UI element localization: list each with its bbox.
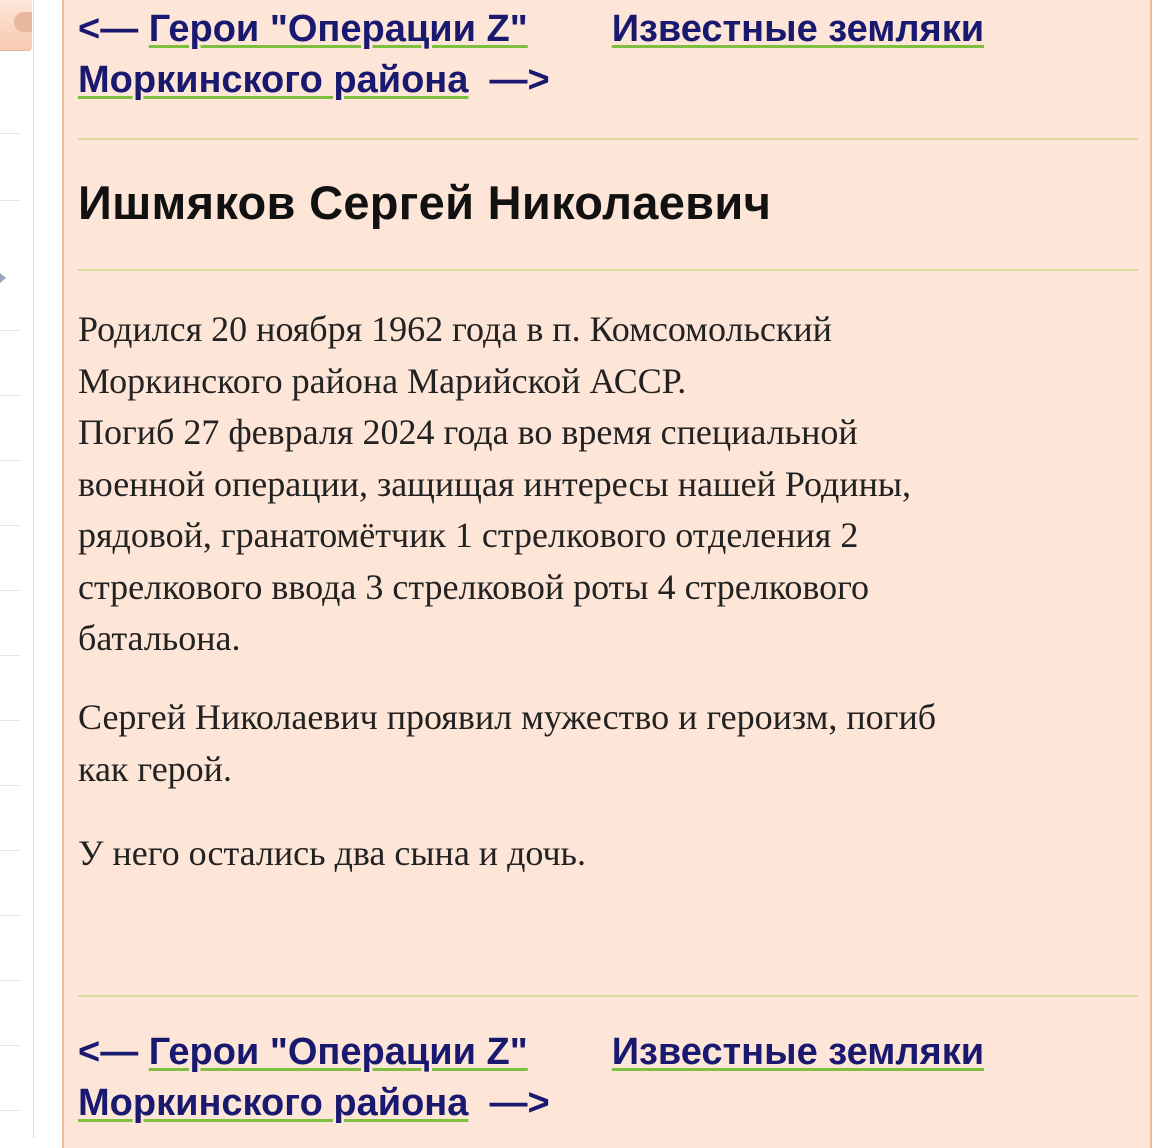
biography-paragraph — [78, 304, 1118, 665]
sidebar-divider — [0, 915, 20, 916]
text-line: стрелкового ввода 3 стрелковой роты 4 стрелкового — [78, 566, 869, 607]
sidebar-tab[interactable] — [0, 0, 32, 51]
left-sidebar — [0, 0, 34, 1138]
sidebar-divider — [0, 850, 20, 851]
page-gutter — [34, 0, 62, 1138]
nav-line-2 — [78, 55, 1138, 106]
sidebar-divider — [0, 785, 20, 786]
text-line: рядовой, гранатомётчик 1 стрелкового отделения 2 — [78, 515, 859, 555]
sidebar-divider — [0, 980, 20, 981]
nav-line-1 — [78, 1027, 1138, 1078]
text-line: Погиб 27 февраля 2024 года во время специальной — [78, 412, 858, 452]
prev-link[interactable]: Герои "Операции Z" — [148, 8, 528, 50]
top-navigation — [78, 4, 1138, 106]
sidebar-divider — [0, 720, 20, 721]
nav-line-1 — [78, 4, 1138, 55]
bottom-navigation — [78, 1027, 1138, 1129]
sidebar-arrow-icon[interactable] — [0, 273, 6, 283]
text-line: Сергей Николаевич проявил мужество и героизм, погиб — [78, 697, 937, 737]
family-paragraph — [78, 828, 1118, 880]
nav-line-2 — [78, 1078, 1138, 1129]
sidebar-tab-knob — [14, 12, 32, 32]
next-link-part1[interactable]: Известные земляки — [611, 1031, 985, 1073]
next-arrow: —> — [489, 1082, 550, 1124]
sidebar-divider — [0, 590, 20, 591]
text-line: военной операции, защищая интересы нашей Родины, — [78, 463, 912, 504]
article-panel — [62, 0, 1152, 1148]
heroism-paragraph — [78, 692, 1118, 795]
next-link-part2[interactable]: Моркинского района — [78, 1082, 469, 1124]
sidebar-divider — [0, 1045, 20, 1046]
text-line: как герой. — [78, 748, 232, 789]
next-link-part1[interactable]: Известные земляки — [611, 8, 985, 50]
next-link-part2[interactable]: Моркинского района — [78, 59, 469, 101]
sidebar-divider — [0, 460, 20, 461]
divider-title — [78, 269, 1138, 271]
text-line: Моркинского района Марийской АССР. — [78, 360, 687, 401]
page-title: Ишмяков Сергей Николаевич — [78, 176, 772, 229]
sidebar-divider — [0, 655, 20, 656]
sidebar-divider — [0, 133, 20, 134]
sidebar-divider — [0, 1110, 20, 1111]
prev-arrow: <— — [78, 1031, 139, 1073]
sidebar-divider — [0, 200, 20, 201]
prev-link[interactable]: Герои "Операции Z" — [148, 1031, 528, 1073]
text-line: батальона. — [78, 618, 241, 658]
sidebar-divider — [0, 525, 20, 526]
divider-top — [78, 138, 1138, 140]
prev-arrow: <— — [78, 8, 139, 50]
divider-bottom — [78, 995, 1138, 997]
sidebar-divider — [0, 395, 20, 396]
sidebar-divider — [0, 330, 20, 331]
next-arrow: —> — [489, 59, 550, 101]
text-line: Родился 20 ноября 1962 года в п. Комсомольский — [78, 309, 832, 349]
text-line: У него остались два сына и дочь. — [78, 833, 586, 873]
